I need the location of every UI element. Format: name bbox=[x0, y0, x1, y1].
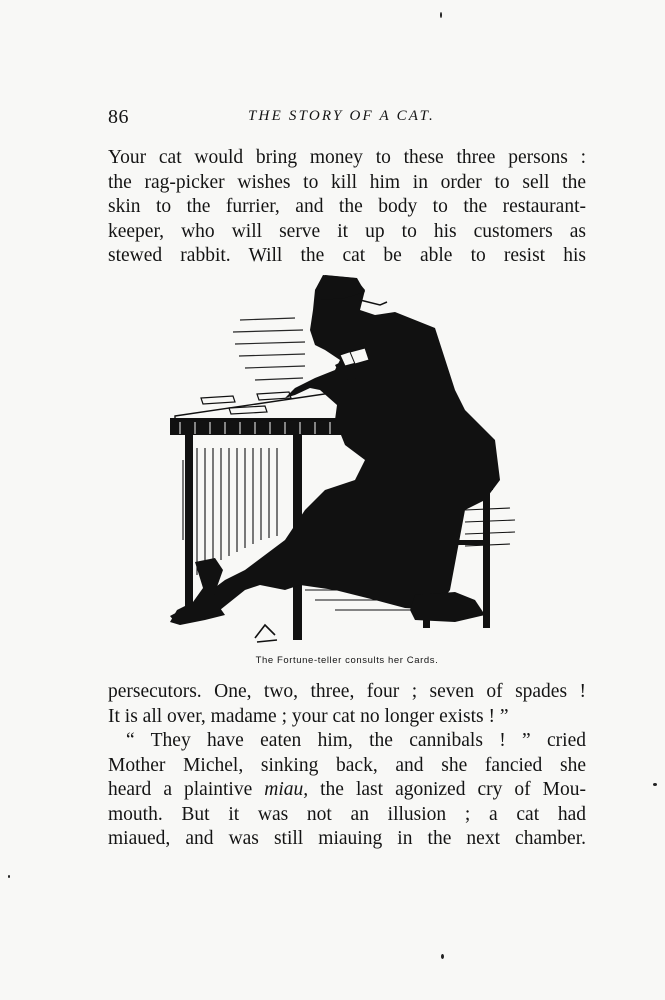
text-line: stewed rabbit. Will the cat be able to resist his bbox=[108, 245, 586, 266]
text-line: It is all over, madame ; your cat no longer exists ! ” bbox=[108, 705, 509, 727]
running-head: THE STORY OF A CAT. bbox=[248, 108, 435, 124]
text-line bbox=[108, 778, 586, 803]
text-line: miaued, and was still miauing in the next chamber. bbox=[108, 828, 586, 849]
illustration-caption: The Fortune-teller consults her Cards. bbox=[255, 655, 439, 666]
page-header bbox=[108, 106, 586, 130]
text-line: Mother Michel, sinking back, and she fancied she bbox=[108, 754, 586, 776]
text-line: the rag-picker wishes to kill him in order to sell the bbox=[108, 171, 586, 193]
fortune-teller-silhouette-icon bbox=[165, 270, 530, 650]
ink-speck bbox=[441, 954, 444, 959]
text-line: Your cat would bring money to these three persons : bbox=[108, 147, 586, 168]
italic-word: miau, bbox=[264, 779, 309, 800]
text-span: the last agonized cry of Mou- bbox=[308, 779, 586, 800]
text-span: heard a plaintive bbox=[108, 779, 265, 800]
ink-speck bbox=[8, 875, 10, 878]
ink-speck bbox=[653, 783, 657, 786]
text-line: skin to the furrier, and the body to the restaurant- bbox=[108, 196, 586, 217]
text-line: “ They have eaten him, the cannibals ! ” cried bbox=[126, 730, 586, 751]
page-number: 86 bbox=[108, 106, 129, 128]
ink-speck bbox=[440, 12, 442, 18]
text-line: mouth. But it was not an illusion ; a cat had bbox=[108, 803, 586, 825]
text-line: keeper, who will serve it up to his customers as bbox=[108, 220, 586, 242]
bottom-text bbox=[108, 680, 586, 852]
text-line: persecutors. One, two, three, four ; seven of spades ! bbox=[108, 681, 586, 702]
top-paragraph bbox=[108, 146, 586, 269]
